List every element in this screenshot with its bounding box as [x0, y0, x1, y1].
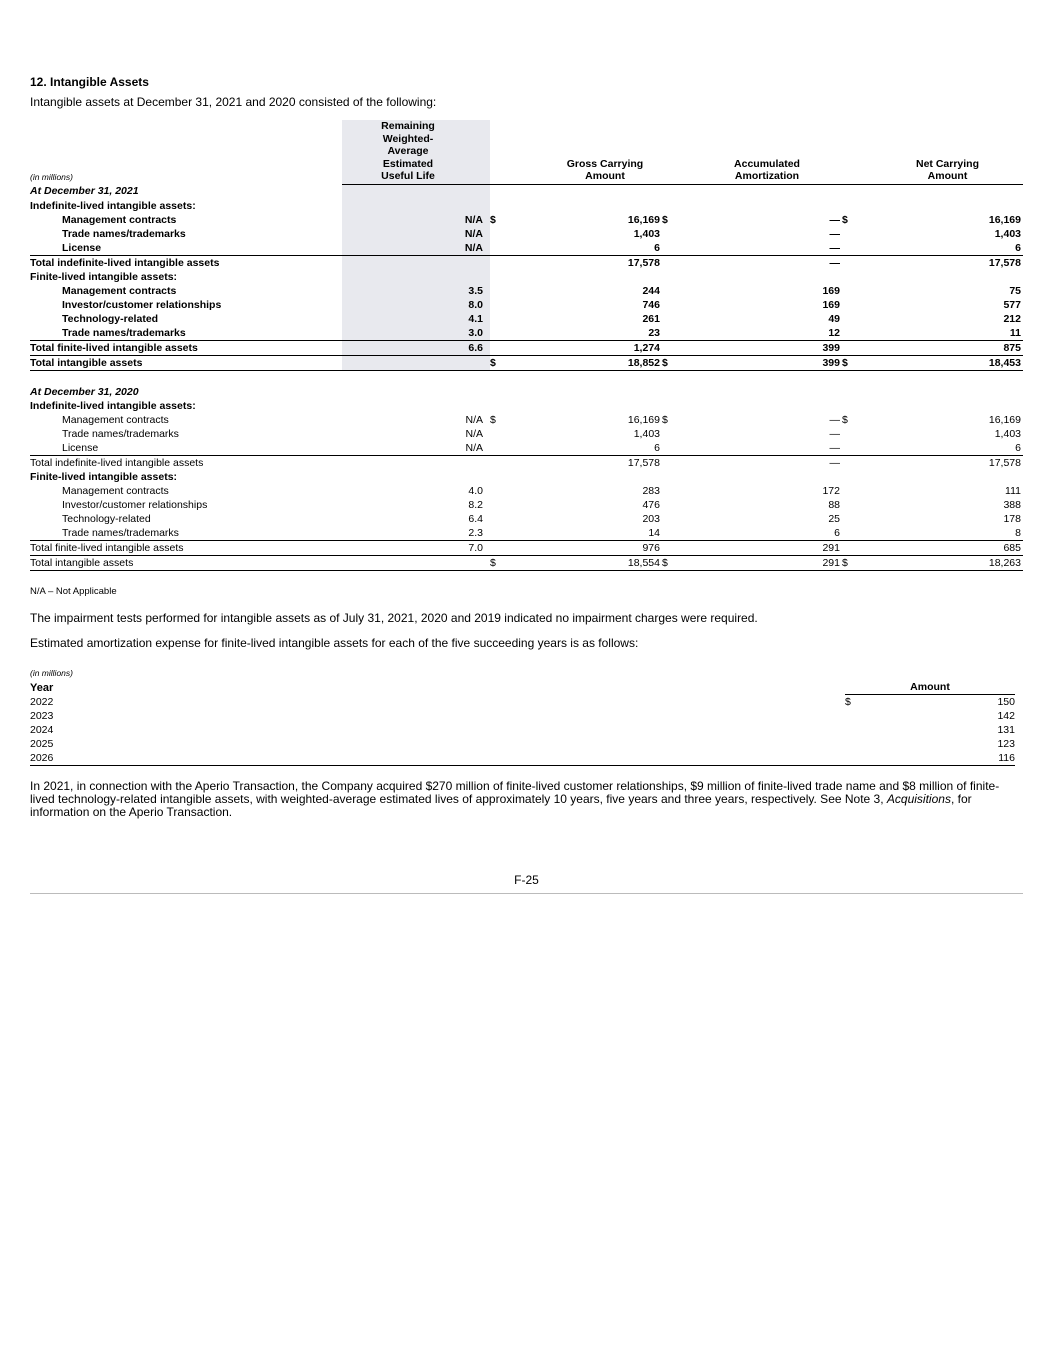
- amortization-rows: [30, 695, 1015, 766]
- dollar-sign: [842, 326, 872, 341]
- net-amount: 18,263: [872, 555, 1023, 570]
- amort-row: [30, 751, 1015, 766]
- dollar-sign: [845, 751, 875, 766]
- useful-life-cell: N/A: [342, 441, 490, 456]
- empty-cell: [872, 470, 1023, 484]
- accumulated-amount: 399: [692, 355, 842, 370]
- gross-amount: 1,403: [633, 227, 660, 240]
- table-row: [30, 241, 1023, 256]
- row-label: Trade names/trademarks: [30, 326, 342, 341]
- finite-heading-row: [30, 270, 1023, 284]
- dollar-sign: [842, 241, 872, 256]
- accumulated-amount: —: [692, 441, 842, 456]
- empty-cell: [872, 184, 1023, 199]
- amort-year: 2023: [30, 710, 54, 722]
- table-row: [30, 441, 1023, 456]
- empty-cell: [842, 385, 872, 399]
- year-heading: At December 31, 2021: [30, 185, 139, 198]
- page-divider: [30, 893, 1023, 894]
- empty-cell: [490, 399, 518, 413]
- col-header-net: Net Carrying Amount: [872, 120, 1023, 184]
- empty-cell: [692, 270, 842, 284]
- gross-amount: 1,274: [518, 340, 662, 355]
- gross-amount: 6: [518, 241, 662, 256]
- dollar-sign: [662, 227, 692, 241]
- dollar-sign: [845, 709, 875, 723]
- table-spacer: [30, 370, 1023, 385]
- page-number: F-25: [514, 873, 539, 887]
- empty-cell: [490, 385, 518, 399]
- net-amount: 875: [872, 340, 1023, 355]
- empty-cell: [692, 184, 842, 199]
- dollar-sign: $: [842, 213, 848, 226]
- useful-life-cell: 6.4: [468, 512, 483, 525]
- row-label: Total indefinite-lived intangible assets: [30, 256, 220, 269]
- amort-units-label: (in millions): [30, 668, 73, 678]
- table-body-2021: [30, 184, 1023, 370]
- table-row: [30, 298, 1023, 312]
- empty-cell: [662, 399, 692, 413]
- dollar-sign: [662, 441, 692, 456]
- amortization-intro: Estimated amortization expense for finite-lived intangible assets for each of the five succeeding years is as follows:: [30, 636, 639, 650]
- row-label: Management contracts: [62, 413, 169, 426]
- empty-cell: [692, 385, 842, 399]
- empty-cell: [662, 184, 692, 199]
- accumulated-amount: 399: [692, 340, 842, 355]
- dollar-sign: [490, 255, 518, 270]
- useful-life-cell: 2.3: [342, 526, 490, 541]
- table-row: [30, 213, 1023, 227]
- gross-amount: 476: [642, 498, 660, 511]
- gross-amount: 16,169: [627, 413, 660, 426]
- amort-amount: 142: [997, 710, 1015, 722]
- dollar-sign: [662, 326, 692, 341]
- accumulated-amount: 49: [828, 312, 840, 325]
- row-label: Trade names/trademarks: [62, 427, 179, 440]
- gross-amount: 18,554: [518, 555, 662, 570]
- useful-life-cell: 7.0: [342, 540, 490, 555]
- table-row: [30, 455, 1023, 470]
- dollar-sign: [662, 312, 692, 326]
- dollar-sign: [662, 427, 692, 441]
- row-label: Management contracts: [62, 284, 177, 297]
- indefinite-heading-row: [30, 399, 1023, 413]
- amort-year-header: Year: [30, 681, 54, 694]
- net-amount: 75: [1009, 284, 1021, 297]
- dollar-sign: $: [662, 355, 692, 370]
- empty-cell: [490, 199, 518, 213]
- table-row: [30, 340, 1023, 355]
- intro-text: Intangible assets at December 31, 2021 and 2020 consisted of the following:: [30, 95, 437, 109]
- table-row: [30, 427, 1023, 441]
- useful-life-cell: N/A: [342, 213, 490, 227]
- useful-life-cell: 6.6: [342, 340, 490, 355]
- shade-cell: [342, 399, 490, 413]
- gross-amount: 261: [642, 312, 660, 325]
- dollar-sign: [490, 298, 518, 312]
- net-amount: 6: [872, 441, 1023, 456]
- table-row: [30, 512, 1023, 526]
- shade-cell: [342, 199, 490, 213]
- dollar-sign: $: [490, 413, 496, 426]
- gross-amount: 244: [642, 284, 660, 297]
- row-label: Technology-related: [62, 512, 151, 525]
- amort-amount: 150: [997, 696, 1015, 708]
- gross-amount: 23: [518, 326, 662, 341]
- dollar-sign: [842, 540, 872, 555]
- dollar-sign: [842, 227, 872, 241]
- units-label: (in millions): [30, 171, 73, 182]
- useful-life-cell: N/A: [342, 227, 490, 241]
- net-amount: 1,403: [994, 227, 1021, 240]
- empty-cell: [872, 385, 1023, 399]
- accumulated-amount: 12: [692, 326, 842, 341]
- empty-cell: [490, 470, 518, 484]
- year-heading-row: [30, 385, 1023, 399]
- useful-life-cell: N/A: [465, 413, 483, 426]
- gross-amount: 17,578: [627, 456, 660, 469]
- dollar-sign: [490, 326, 518, 341]
- accumulated-amount: —: [829, 227, 840, 240]
- row-label: License: [30, 241, 342, 256]
- dollar-sign: [842, 441, 872, 456]
- empty-cell: [490, 270, 518, 284]
- table-row: [30, 355, 1023, 370]
- dollar-sign: [842, 255, 872, 270]
- empty-cell: [518, 385, 662, 399]
- dollar-sign: [662, 255, 692, 270]
- net-amount: 685: [872, 540, 1023, 555]
- dollar-sign: $: [490, 213, 496, 226]
- dollar-sign: [490, 312, 518, 326]
- dollar-sign: [662, 298, 692, 312]
- shade-cell: [342, 270, 490, 284]
- table-row: [30, 312, 1023, 326]
- net-amount: 17,578: [988, 456, 1021, 469]
- empty-cell: [692, 199, 842, 213]
- empty-cell: [518, 270, 662, 284]
- shade-cell: [342, 385, 490, 399]
- gross-amount: 203: [642, 512, 660, 525]
- gross-amount: 18,852: [518, 355, 662, 370]
- row-label: Trade names/trademarks: [30, 526, 342, 541]
- dollar-sign: [842, 427, 872, 441]
- dollar-sign: [842, 284, 872, 298]
- table-row: [30, 484, 1023, 498]
- dollar-sign: [662, 241, 692, 256]
- empty-cell: [692, 470, 842, 484]
- row-label: License: [30, 441, 342, 456]
- row-label: Total finite-lived intangible assets: [30, 540, 342, 555]
- net-amount: 178: [1003, 512, 1021, 525]
- gross-amount: 283: [642, 484, 660, 497]
- useful-life-cell: 8.0: [342, 298, 490, 312]
- net-amount: 16,169: [988, 213, 1021, 226]
- dollar-sign: $: [662, 413, 668, 426]
- finite-heading: Finite-lived intangible assets:: [30, 470, 178, 483]
- dollar-sign: [842, 298, 872, 312]
- accumulated-amount: 172: [822, 484, 840, 497]
- amort-amount-header: Amount: [845, 680, 1015, 695]
- accumulated-amount: 6: [692, 526, 842, 541]
- net-amount: 11: [872, 326, 1023, 341]
- row-label: Management contracts: [62, 213, 177, 226]
- useful-life-cell: N/A: [465, 427, 483, 440]
- gross-amount: 976: [518, 540, 662, 555]
- aperio-paragraph: In 2021, in connection with the Aperio Transaction, the Company acquired $270 million of finite-lived customer relationships, $9 million of finite-lived trade name and $8 million of finite-lived technology-related intangible assets, with weighted-average estimated lives of approximately 10 years, five years and three years, respectively. See Note 3, Acquisitions, for information on the Aperio Transaction.: [30, 779, 1000, 819]
- dollar-sign: $: [842, 355, 872, 370]
- row-label: Investor/customer relationships: [62, 498, 208, 511]
- row-label: Total indefinite-lived intangible assets: [30, 456, 204, 469]
- accumulated-amount: —: [829, 213, 840, 226]
- dollar-sign: [662, 498, 692, 512]
- net-amount: 212: [1003, 312, 1021, 325]
- row-label: Trade names/trademarks: [62, 227, 186, 240]
- dollar-sign: $: [662, 555, 692, 570]
- dollar-sign: [490, 241, 518, 256]
- accumulated-amount: —: [829, 413, 840, 426]
- dollar-sign: [662, 512, 692, 526]
- acquisitions-link-text: Acquisitions: [886, 792, 951, 806]
- finite-heading-row: [30, 470, 1023, 484]
- empty-cell: [662, 470, 692, 484]
- dollar-sign: [842, 340, 872, 355]
- row-label: Management contracts: [62, 484, 169, 497]
- accumulated-amount: 169: [822, 298, 840, 311]
- net-amount: 17,578: [988, 256, 1021, 269]
- empty-cell: [662, 385, 692, 399]
- dollar-sign: [842, 312, 872, 326]
- year-heading: At December 31, 2020: [30, 385, 139, 398]
- table-row: [30, 326, 1023, 341]
- table-row: [30, 227, 1023, 241]
- accumulated-amount: 291: [692, 540, 842, 555]
- accumulated-amount: 291: [692, 555, 842, 570]
- empty-cell: [518, 399, 662, 413]
- dollar-sign: [845, 723, 875, 737]
- gross-amount: 746: [642, 298, 660, 311]
- dollar-sign: [490, 340, 518, 355]
- row-label: Total intangible assets: [30, 355, 342, 370]
- empty-cell: [842, 399, 872, 413]
- gross-amount: 17,578: [627, 256, 660, 269]
- useful-life-cell: [342, 455, 490, 470]
- row-label: Total finite-lived intangible assets: [30, 340, 342, 355]
- empty-cell: [662, 270, 692, 284]
- amort-year: 2025: [30, 738, 54, 750]
- accumulated-amount: 88: [828, 498, 840, 511]
- useful-life-cell: 4.1: [342, 312, 490, 326]
- gross-amount: 6: [518, 441, 662, 456]
- amort-amount: 131: [997, 724, 1015, 736]
- accumulated-amount: —: [829, 456, 840, 469]
- year-heading-row: [30, 184, 1023, 199]
- dollar-sign: [662, 540, 692, 555]
- dollar-sign: [842, 498, 872, 512]
- accumulated-amount: 25: [828, 512, 840, 525]
- col-header-accum: Accumulated Amortization: [692, 120, 842, 184]
- dollar-sign: [662, 340, 692, 355]
- empty-cell: [518, 470, 662, 484]
- indefinite-heading: Indefinite-lived intangible assets:: [30, 199, 196, 212]
- intangible-assets-table: [30, 120, 1023, 571]
- empty-cell: [842, 270, 872, 284]
- dollar-sign: $: [845, 696, 851, 708]
- useful-life-cell: 4.0: [468, 484, 483, 497]
- net-amount: 16,169: [988, 413, 1021, 426]
- useful-life-cell: 8.2: [468, 498, 483, 511]
- amort-row: [30, 695, 1015, 710]
- useful-life-cell: [342, 255, 490, 270]
- amort-row: [30, 737, 1015, 751]
- net-amount: 388: [1003, 498, 1021, 511]
- gross-amount: 1,403: [633, 427, 660, 440]
- net-amount: 18,453: [872, 355, 1023, 370]
- empty-cell: [842, 470, 872, 484]
- useful-life-cell: 3.0: [342, 326, 490, 341]
- accumulated-amount: 169: [822, 284, 840, 297]
- gross-amount: 16,169: [627, 213, 660, 226]
- indefinite-heading-row: [30, 199, 1023, 213]
- table-row: [30, 413, 1023, 427]
- useful-life-cell: [342, 355, 490, 370]
- shade-cell: [342, 184, 490, 199]
- amortization-table: [30, 680, 1015, 766]
- table-row: [30, 526, 1023, 541]
- shade-cell: [342, 470, 490, 484]
- dollar-sign: [490, 540, 518, 555]
- amort-amount: 123: [997, 738, 1015, 750]
- dollar-sign: $: [842, 555, 872, 570]
- empty-cell: [872, 399, 1023, 413]
- dollar-sign: [490, 427, 518, 441]
- dollar-sign: [490, 512, 518, 526]
- empty-cell: [872, 199, 1023, 213]
- dollar-sign: [662, 526, 692, 541]
- empty-cell: [518, 184, 662, 199]
- footnote: N/A – Not Applicable: [30, 586, 117, 597]
- net-amount: 6: [872, 241, 1023, 256]
- empty-cell: [872, 270, 1023, 284]
- amort-row: [30, 723, 1015, 737]
- indefinite-heading: Indefinite-lived intangible assets:: [30, 399, 196, 412]
- amort-year: 2022: [30, 695, 54, 708]
- dollar-sign: [842, 484, 872, 498]
- finite-heading: Finite-lived intangible assets:: [30, 270, 178, 283]
- dollar-sign: [842, 526, 872, 541]
- amort-year: 2026: [30, 751, 845, 766]
- dollar-sign: $: [490, 355, 518, 370]
- col-header-useful-life: Remaining Weighted- Average Estimated Useful Life: [342, 120, 490, 184]
- accumulated-amount: —: [692, 241, 842, 256]
- dollar-sign: [490, 484, 518, 498]
- dollar-sign: [845, 737, 875, 751]
- gross-amount: 14: [518, 526, 662, 541]
- row-label: Investor/customer relationships: [62, 298, 222, 311]
- dollar-sign: $: [842, 413, 848, 426]
- empty-cell: [842, 199, 872, 213]
- dollar-sign: [490, 227, 518, 241]
- table-row: [30, 555, 1023, 570]
- amort-row: [30, 709, 1015, 723]
- net-amount: 111: [1005, 484, 1021, 497]
- useful-life-cell: [342, 555, 490, 570]
- net-amount: 8: [872, 526, 1023, 541]
- useful-life-cell: 3.5: [342, 284, 490, 298]
- impairment-paragraph: The impairment tests performed for intangible assets as of July 31, 2021, 2020 and 2019 indicated no impairment charges were required.: [30, 611, 758, 625]
- col-header-gross: Gross Carrying Amount: [518, 120, 662, 184]
- row-label: Total intangible assets: [30, 555, 342, 570]
- accumulated-amount: —: [829, 427, 840, 440]
- empty-cell: [842, 184, 872, 199]
- accumulated-amount: —: [829, 256, 840, 269]
- empty-cell: [490, 184, 518, 199]
- table-row: [30, 498, 1023, 512]
- table-row: [30, 540, 1023, 555]
- amort-year: 2024: [30, 724, 54, 736]
- dollar-sign: [490, 441, 518, 456]
- dollar-sign: [490, 455, 518, 470]
- empty-cell: [692, 399, 842, 413]
- dollar-sign: [662, 284, 692, 298]
- section-title: 12. Intangible Assets: [30, 75, 149, 89]
- dollar-sign: [490, 284, 518, 298]
- dollar-sign: $: [662, 213, 668, 226]
- dollar-sign: [662, 484, 692, 498]
- amort-amount: 116: [875, 751, 1015, 766]
- useful-life-cell: N/A: [342, 241, 490, 256]
- dollar-sign: [842, 512, 872, 526]
- table-row: [30, 284, 1023, 298]
- row-label: Technology-related: [62, 312, 159, 325]
- empty-cell: [662, 199, 692, 213]
- dollar-sign: [490, 498, 518, 512]
- table-body-2020: [30, 385, 1023, 571]
- dollar-sign: [842, 455, 872, 470]
- table-row: [30, 255, 1023, 270]
- net-amount: 577: [1003, 298, 1021, 311]
- dollar-sign: [490, 526, 518, 541]
- net-amount: 1,403: [994, 427, 1021, 440]
- dollar-sign: $: [490, 555, 518, 570]
- empty-cell: [518, 199, 662, 213]
- dollar-sign: [662, 455, 692, 470]
